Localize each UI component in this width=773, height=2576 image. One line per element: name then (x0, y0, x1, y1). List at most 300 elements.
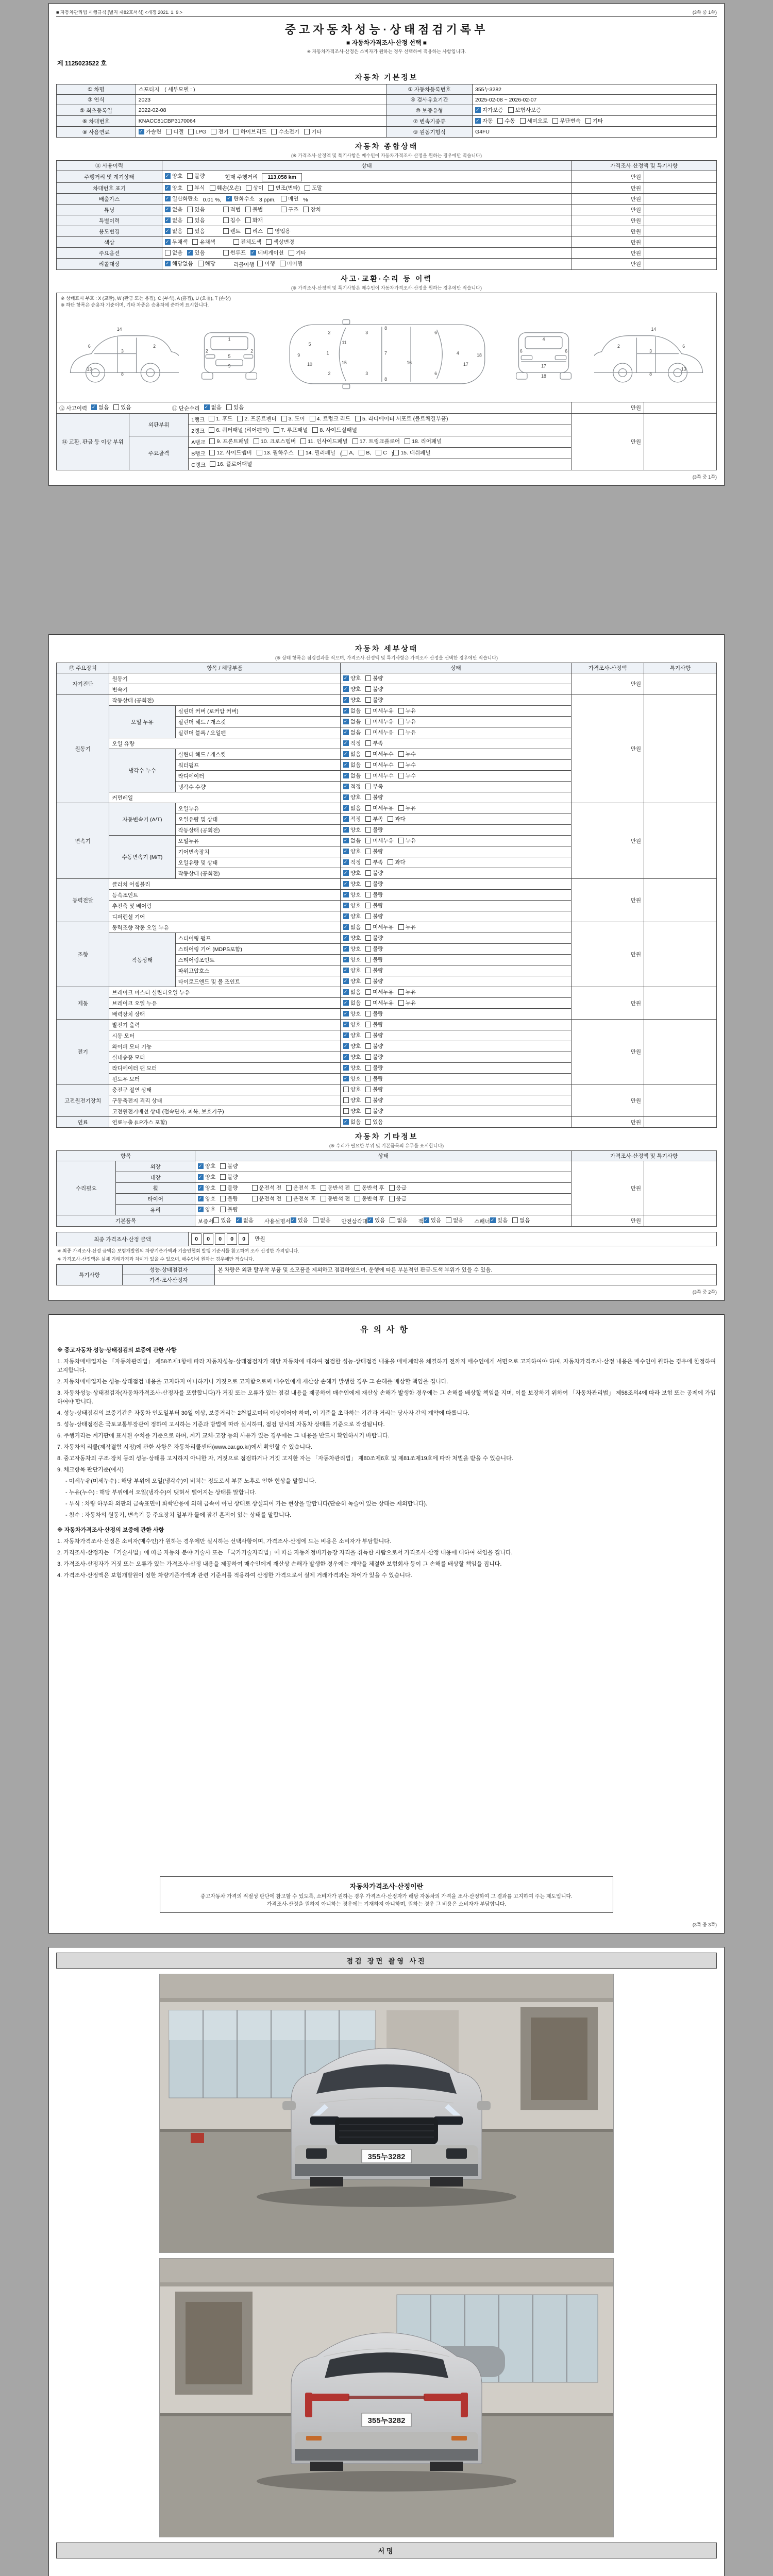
checkbox-box[interactable] (220, 1196, 226, 1201)
checkbox-불량[interactable]: 불량 (365, 880, 383, 888)
checkbox-응급[interactable]: 응급 (389, 1195, 407, 1202)
checkbox-box[interactable] (343, 1022, 349, 1027)
checkbox-부족[interactable]: 부족 (365, 783, 383, 790)
checkbox-box[interactable] (398, 762, 404, 768)
checkbox-box[interactable] (188, 129, 194, 134)
checkbox-양호[interactable]: ✓ 양호 (343, 793, 361, 801)
checkbox-양호[interactable]: ✓ 양호 (343, 1021, 361, 1028)
checkbox-box[interactable] (343, 1011, 349, 1016)
checkbox-누유[interactable]: 누유 (398, 988, 416, 996)
checkbox-box[interactable] (236, 1217, 242, 1223)
checkbox-누유[interactable]: 누유 (398, 728, 416, 736)
checkbox-무단변속[interactable]: 무단변속 (552, 117, 581, 125)
checkbox-box[interactable] (343, 686, 349, 692)
checkbox-box[interactable] (187, 207, 193, 212)
checkbox-불량[interactable]: 불량 (220, 1195, 238, 1202)
checkbox-있음[interactable]: ✓ 있음 (424, 1216, 441, 1224)
checkbox-box[interactable] (139, 129, 144, 134)
checkbox-리스[interactable]: 리스 (245, 227, 263, 235)
checkbox-동반석 후[interactable]: 동반석 후 (355, 1184, 384, 1192)
checkbox-미세누유[interactable]: 미세누유 (365, 728, 394, 736)
checkbox-box[interactable] (281, 207, 287, 212)
checkbox-12. 사이드멤버[interactable]: 12. 사이드멤버 (209, 449, 251, 456)
checkbox-box[interactable] (365, 773, 371, 778)
checkbox-box[interactable] (390, 1217, 395, 1223)
checkbox-box[interactable] (343, 719, 349, 724)
checkbox-box[interactable] (223, 228, 229, 234)
checkbox-구조[interactable]: 구조 (281, 206, 298, 213)
checkbox-응급[interactable]: 응급 (389, 1184, 407, 1192)
checkbox-box[interactable] (165, 228, 171, 234)
checkbox-불량[interactable]: 불량 (365, 685, 383, 693)
checkbox-box[interactable] (291, 1217, 296, 1223)
checkbox-box[interactable] (343, 708, 349, 714)
checkbox-box[interactable] (355, 416, 361, 421)
checkbox-box[interactable] (343, 924, 349, 930)
checkbox-box[interactable] (376, 450, 381, 455)
checkbox-양호[interactable]: ✓ 양호 (198, 1195, 215, 1202)
checkbox-box[interactable] (365, 816, 371, 822)
checkbox-누유[interactable]: 누유 (398, 923, 416, 931)
checkbox-13. 휠하우스[interactable]: 13. 휠하우스 (257, 449, 294, 456)
checkbox-양호[interactable]: ✓ 양호 (165, 172, 182, 180)
checkbox-box[interactable] (343, 881, 349, 887)
checkbox-box[interactable] (198, 1163, 204, 1169)
checkbox-box[interactable] (365, 762, 371, 768)
checkbox-15. 대쉬패널[interactable]: 15. 대쉬패널 (393, 449, 430, 456)
checkbox-없음[interactable]: ✓ 없음 (343, 750, 361, 758)
checkbox-양호[interactable]: ✓ 양호 (343, 1075, 361, 1082)
checkbox-4. 트렁크 리드[interactable]: 4. 트렁크 리드 (310, 415, 350, 422)
checkbox-box[interactable] (359, 450, 364, 455)
checkbox-매연[interactable]: 매연 (281, 195, 298, 202)
checkbox-운전석 후[interactable]: 운전석 후 (286, 1195, 316, 1202)
checkbox-미세누수[interactable]: 미세누수 (365, 750, 394, 758)
checkbox-있음[interactable]: 있음 (187, 216, 205, 224)
checkbox-9. 프론트패널[interactable]: 9. 프론트패널 (209, 437, 248, 445)
checkbox-불량[interactable]: 불량 (365, 1086, 383, 1093)
checkbox-불량[interactable]: 불량 (365, 977, 383, 985)
checkbox-box[interactable] (343, 751, 349, 757)
checkbox-양호[interactable]: ✓ 양호 (343, 1053, 361, 1061)
checkbox-LPG[interactable]: LPG (188, 129, 206, 135)
checkbox-없음[interactable]: ✓ 없음 (165, 227, 182, 235)
checkbox-기타[interactable]: 기타 (304, 128, 322, 135)
checkbox-box[interactable] (198, 1174, 204, 1180)
checkbox-가솔린[interactable]: ✓ 가솔린 (139, 128, 161, 135)
checkbox-없음[interactable]: ✓ 없음 (343, 772, 361, 779)
checkbox-7. 루프패널[interactable]: 7. 루프패널 (274, 426, 308, 434)
checkbox-box[interactable] (250, 250, 256, 256)
checkbox-box[interactable] (233, 129, 239, 134)
checkbox-box[interactable] (245, 228, 251, 234)
checkbox-box[interactable] (166, 129, 172, 134)
checkbox-5. 라디에이터 서포트 (볼트체결부품)[interactable]: 5. 라디에이터 서포트 (볼트체결부품) (355, 415, 448, 422)
checkbox-box[interactable] (252, 1196, 258, 1201)
checkbox-훼손(오손)[interactable]: 훼손(오손) (210, 184, 242, 192)
checkbox-box[interactable] (365, 957, 371, 962)
checkbox-양호[interactable]: ✓ 양호 (343, 880, 361, 888)
checkbox-전체도색[interactable]: 전체도색 (233, 238, 262, 246)
checkbox-없음[interactable]: 없음 (512, 1216, 530, 1224)
checkbox-box[interactable] (497, 118, 503, 124)
checkbox-box[interactable] (209, 416, 214, 421)
checkbox-box[interactable] (198, 261, 204, 266)
checkbox-box[interactable] (233, 239, 239, 245)
checkbox-box[interactable] (365, 1097, 371, 1103)
checkbox-양호[interactable]: ✓ 양호 (198, 1206, 215, 1213)
checkbox-있음[interactable]: 있음 (365, 1118, 383, 1126)
checkbox-C[interactable]: C (376, 450, 387, 456)
checkbox-없음[interactable]: ✓ 없음 (204, 403, 222, 411)
checkbox-불량[interactable]: 불량 (365, 848, 383, 855)
checkbox-있음[interactable]: 있음 (213, 1216, 231, 1224)
checkbox-있음[interactable]: 있음 (226, 403, 244, 411)
checkbox-box[interactable] (365, 989, 371, 995)
checkbox-box[interactable] (343, 805, 349, 811)
checkbox-box[interactable] (343, 957, 349, 962)
checkbox-운전석 전[interactable]: 운전석 전 (252, 1184, 282, 1192)
checkbox-box[interactable] (213, 1217, 219, 1223)
checkbox-box[interactable] (343, 903, 349, 908)
checkbox-미세누유[interactable]: 미세누유 (365, 837, 394, 844)
checkbox-불량[interactable]: 불량 (365, 793, 383, 801)
checkbox-16. 플로어패널[interactable]: 16. 플로어패널 (210, 460, 252, 468)
checkbox-box[interactable] (268, 185, 274, 191)
checkbox-기타[interactable]: 기타 (289, 249, 306, 257)
checkbox-box[interactable] (343, 1054, 349, 1060)
checkbox-box[interactable] (289, 250, 294, 256)
checkbox-양호[interactable]: ✓ 양호 (343, 674, 361, 682)
checkbox-불량[interactable]: 불량 (365, 945, 383, 953)
checkbox-누수[interactable]: 누수 (398, 761, 416, 769)
checkbox-box[interactable] (165, 239, 171, 245)
checkbox-미세누유[interactable]: 미세누유 (365, 988, 394, 996)
checkbox-box[interactable] (490, 1217, 496, 1223)
checkbox-양호[interactable]: ✓ 양호 (198, 1184, 215, 1192)
checkbox-box[interactable] (398, 751, 404, 757)
checkbox-box[interactable] (508, 107, 514, 113)
checkbox-box[interactable] (223, 217, 229, 223)
checkbox-box[interactable] (424, 1217, 429, 1223)
checkbox-없음[interactable]: ✓ 없음 (343, 923, 361, 931)
checkbox-box[interactable] (398, 989, 404, 995)
checkbox-box[interactable] (365, 1054, 371, 1060)
checkbox-미세누유[interactable]: 미세누유 (365, 923, 394, 931)
checkbox-누유[interactable]: 누유 (398, 707, 416, 715)
checkbox-미세누유[interactable]: 미세누유 (365, 707, 394, 715)
checkbox-box[interactable] (398, 924, 404, 930)
checkbox-없음[interactable]: ✓ 없음 (343, 707, 361, 715)
checkbox-box[interactable] (365, 1076, 371, 1081)
checkbox-불량[interactable]: 불량 (365, 1021, 383, 1028)
checkbox-box[interactable] (398, 805, 404, 811)
checkbox-box[interactable] (475, 118, 481, 124)
checkbox-box[interactable] (365, 881, 371, 887)
checkbox-box[interactable] (298, 450, 304, 455)
checkbox-불량[interactable]: 불량 (365, 891, 383, 899)
checkbox-일산화탄소[interactable]: ✓ 일산화탄소 (165, 195, 198, 202)
checkbox-box[interactable] (343, 978, 349, 984)
checkbox-box[interactable] (187, 250, 193, 256)
checkbox-없음[interactable]: ✓ 없음 (236, 1216, 254, 1224)
checkbox-box[interactable] (343, 892, 349, 897)
checkbox-양호[interactable]: 양호 (343, 1107, 361, 1115)
checkbox-box[interactable] (388, 859, 393, 865)
checkbox-box[interactable] (209, 450, 215, 455)
checkbox-box[interactable] (398, 838, 404, 843)
checkbox-box[interactable] (343, 1108, 349, 1114)
checkbox-box[interactable] (266, 239, 272, 245)
checkbox-영업용[interactable]: 영업용 (267, 227, 290, 235)
checkbox-양호[interactable]: ✓ 양호 (343, 945, 361, 953)
checkbox-box[interactable] (343, 784, 349, 789)
checkbox-탄화수소[interactable]: ✓ 탄화수소 (226, 195, 255, 202)
checkbox-양호[interactable]: ✓ 양호 (343, 902, 361, 909)
checkbox-없음[interactable]: 없음 (165, 249, 182, 257)
checkbox-box[interactable] (165, 207, 171, 212)
checkbox-box[interactable] (355, 1185, 360, 1191)
checkbox-과다[interactable]: 과다 (388, 858, 405, 866)
checkbox-자가보증[interactable]: ✓ 자가보증 (475, 106, 503, 114)
checkbox-box[interactable] (398, 1000, 404, 1006)
checkbox-침수[interactable]: 침수 (223, 216, 241, 224)
checkbox-box[interactable] (343, 697, 349, 703)
checkbox-없음[interactable]: ✓ 없음 (343, 988, 361, 996)
checkbox-없음[interactable]: ✓ 없음 (343, 804, 361, 812)
checkbox-box[interactable] (475, 107, 481, 113)
checkbox-box[interactable] (365, 870, 371, 876)
checkbox-불량[interactable]: 불량 (365, 1042, 383, 1050)
checkbox-box[interactable] (365, 849, 371, 854)
checkbox-box[interactable] (342, 450, 347, 455)
checkbox-box[interactable] (365, 1000, 371, 1006)
checkbox-양호[interactable]: ✓ 양호 (343, 1042, 361, 1050)
checkbox-box[interactable] (343, 989, 349, 995)
checkbox-box[interactable] (398, 708, 404, 714)
checkbox-양호[interactable]: ✓ 양호 (198, 1162, 215, 1170)
checkbox-수동[interactable]: 수동 (497, 117, 515, 125)
checkbox-box[interactable] (398, 730, 404, 735)
checkbox-양호[interactable]: ✓ 양호 (343, 869, 361, 877)
checkbox-box[interactable] (365, 719, 371, 724)
checkbox-있음[interactable]: 있음 (113, 403, 131, 411)
checkbox-box[interactable] (365, 892, 371, 897)
checkbox-있음[interactable]: ✓ 있음 (187, 249, 205, 257)
checkbox-불량[interactable]: 불량 (365, 934, 383, 942)
checkbox-box[interactable] (365, 794, 371, 800)
checkbox-있음[interactable]: 있음 (187, 206, 205, 213)
checkbox-box[interactable] (365, 859, 371, 865)
checkbox-불량[interactable]: 불량 (365, 1107, 383, 1115)
checkbox-불량[interactable]: 불량 (365, 1053, 383, 1061)
checkbox-불량[interactable]: 불량 (365, 826, 383, 834)
checkbox-box[interactable] (352, 438, 358, 444)
checkbox-box[interactable] (220, 1207, 226, 1212)
checkbox-box[interactable] (343, 1097, 349, 1103)
checkbox-box[interactable] (226, 196, 232, 201)
checkbox-box[interactable] (343, 816, 349, 822)
checkbox-해당없음[interactable]: ✓ 해당없음 (165, 260, 193, 267)
checkbox-box[interactable] (365, 1108, 371, 1114)
checkbox-box[interactable] (245, 207, 251, 212)
checkbox-box[interactable] (209, 427, 214, 433)
checkbox-없음[interactable]: ✓ 없음 (165, 206, 182, 213)
checkbox-양호[interactable]: ✓ 양호 (165, 184, 182, 192)
checkbox-box[interactable] (280, 261, 285, 266)
checkbox-불량[interactable]: 불량 (220, 1184, 238, 1192)
checkbox-17. 트렁크플로어[interactable]: 17. 트렁크플로어 (352, 437, 400, 445)
checkbox-box[interactable] (398, 719, 404, 724)
checkbox-box[interactable] (343, 1087, 349, 1092)
checkbox-미세누수[interactable]: 미세누수 (365, 761, 394, 769)
checkbox-양호[interactable]: ✓ 양호 (343, 696, 361, 704)
checkbox-양호[interactable]: ✓ 양호 (343, 685, 361, 693)
checkbox-양호[interactable]: ✓ 양호 (343, 848, 361, 855)
checkbox-디젤[interactable]: 디젤 (166, 128, 183, 135)
checkbox-10. 크로스멤버[interactable]: 10. 크로스멤버 (254, 437, 296, 445)
checkbox-상이[interactable]: 상이 (246, 184, 263, 192)
checkbox-box[interactable] (520, 118, 526, 124)
checkbox-box[interactable] (210, 461, 215, 467)
checkbox-부식[interactable]: 부식 (187, 184, 205, 192)
checkbox-box[interactable] (388, 816, 393, 822)
checkbox-box[interactable] (365, 1119, 371, 1125)
checkbox-미세누수[interactable]: 미세누수 (365, 772, 394, 779)
checkbox-수소전기[interactable]: 수소전기 (271, 128, 299, 135)
checkbox-box[interactable] (365, 1043, 371, 1049)
checkbox-색상변경[interactable]: 색상변경 (266, 238, 294, 246)
checkbox-8. 사이드실패널[interactable]: 8. 사이드실패널 (312, 426, 357, 434)
checkbox-box[interactable] (321, 1185, 326, 1191)
checkbox-불량[interactable]: 불량 (220, 1162, 238, 1170)
checkbox-box[interactable] (343, 1119, 349, 1125)
checkbox-box[interactable] (365, 784, 371, 789)
checkbox-box[interactable] (281, 416, 287, 421)
checkbox-box[interactable] (389, 1196, 395, 1201)
checkbox-불량[interactable]: 불량 (187, 172, 205, 180)
checkbox-box[interactable] (343, 827, 349, 833)
checkbox-box[interactable] (300, 438, 306, 444)
checkbox-box[interactable] (365, 838, 371, 843)
checkbox-box[interactable] (365, 708, 371, 714)
checkbox-양호[interactable]: ✓ 양호 (343, 826, 361, 834)
checkbox-box[interactable] (343, 730, 349, 735)
checkbox-누유[interactable]: 누유 (398, 804, 416, 812)
checkbox-box[interactable] (343, 1032, 349, 1038)
checkbox-없음[interactable]: 없음 (446, 1216, 463, 1224)
checkbox-box[interactable] (343, 859, 349, 865)
checkbox-도말[interactable]: 도말 (305, 184, 322, 192)
checkbox-자동[interactable]: ✓ 자동 (475, 117, 493, 125)
checkbox-box[interactable] (367, 1217, 373, 1223)
checkbox-box[interactable] (365, 730, 371, 735)
checkbox-양호[interactable]: ✓ 양호 (343, 977, 361, 985)
checkbox-누유[interactable]: 누유 (398, 999, 416, 1007)
checkbox-box[interactable] (343, 675, 349, 681)
checkbox-box[interactable] (165, 196, 171, 201)
checkbox-box[interactable] (552, 118, 558, 124)
checkbox-불량[interactable]: 불량 (365, 1010, 383, 1018)
checkbox-유채색[interactable]: 유채색 (192, 238, 215, 246)
checkbox-해당[interactable]: 해당 (198, 260, 215, 267)
checkbox-부족[interactable]: 부족 (365, 858, 383, 866)
checkbox-box[interactable] (355, 1196, 360, 1201)
checkbox-box[interactable] (365, 946, 371, 952)
checkbox-box[interactable] (343, 1043, 349, 1049)
checkbox-box[interactable] (246, 185, 251, 191)
checkbox-box[interactable] (365, 675, 371, 681)
checkbox-불량[interactable]: 불량 (365, 1064, 383, 1072)
checkbox-box[interactable] (321, 1196, 326, 1201)
checkbox-양호[interactable]: ✓ 양호 (343, 1010, 361, 1018)
checkbox-네비게이션[interactable]: ✓ 네비게이션 (250, 249, 284, 257)
checkbox-양호[interactable]: ✓ 양호 (343, 1064, 361, 1072)
checkbox-없음[interactable]: 없음 (313, 1216, 330, 1224)
checkbox-box[interactable] (312, 427, 318, 433)
checkbox-미세누유[interactable]: 미세누유 (365, 804, 394, 812)
checkbox-box[interactable] (254, 438, 259, 444)
checkbox-box[interactable] (365, 697, 371, 703)
checkbox-box[interactable] (585, 118, 591, 124)
checkbox-box[interactable] (305, 185, 310, 191)
checkbox-불량[interactable]: 불량 (365, 674, 383, 682)
checkbox-운전석 후[interactable]: 운전석 후 (286, 1184, 316, 1192)
checkbox-적정[interactable]: ✓ 적정 (343, 783, 361, 790)
checkbox-box[interactable] (343, 1065, 349, 1071)
checkbox-box[interactable] (365, 913, 371, 919)
checkbox-box[interactable] (393, 450, 399, 455)
checkbox-A,[interactable]: A, (342, 450, 354, 456)
checkbox-미이행[interactable]: 미이행 (280, 260, 303, 267)
checkbox-box[interactable] (365, 740, 371, 746)
checkbox-누수[interactable]: 누수 (398, 772, 416, 779)
checkbox-동반석 전[interactable]: 동반석 전 (321, 1184, 350, 1192)
checkbox-미세누유[interactable]: 미세누유 (365, 718, 394, 725)
checkbox-box[interactable] (198, 1207, 204, 1212)
checkbox-변조(변타)[interactable]: 변조(변타) (268, 184, 300, 192)
checkbox-box[interactable] (303, 207, 309, 212)
checkbox-양호[interactable]: 양호 (343, 1086, 361, 1093)
checkbox-box[interactable] (165, 173, 171, 179)
checkbox-양호[interactable]: ✓ 양호 (343, 956, 361, 963)
checkbox-14. 필러패널[interactable]: 14. 필러패널 (298, 449, 335, 456)
checkbox-box[interactable] (204, 404, 210, 410)
checkbox-box[interactable] (343, 740, 349, 746)
checkbox-있음[interactable]: 있음 (187, 227, 205, 235)
checkbox-없음[interactable]: ✓ 없음 (343, 837, 361, 844)
checkbox-box[interactable] (237, 416, 243, 421)
checkbox-box[interactable] (365, 686, 371, 692)
checkbox-누유[interactable]: 누유 (398, 837, 416, 844)
checkbox-적정[interactable]: ✓ 적정 (343, 858, 361, 866)
checkbox-미세누유[interactable]: 미세누유 (365, 999, 394, 1007)
checkbox-불량[interactable]: 불량 (220, 1173, 238, 1181)
checkbox-불량[interactable]: 불량 (365, 1096, 383, 1104)
checkbox-box[interactable] (343, 849, 349, 854)
checkbox-불량[interactable]: 불량 (365, 1075, 383, 1082)
checkbox-box[interactable] (210, 185, 215, 191)
checkbox-box[interactable] (343, 762, 349, 768)
checkbox-장치[interactable]: 장치 (303, 206, 321, 213)
checkbox-box[interactable] (343, 794, 349, 800)
checkbox-썬루프[interactable]: 썬루프 (223, 249, 246, 257)
checkbox-적정[interactable]: ✓ 적정 (343, 739, 361, 747)
checkbox-box[interactable] (365, 903, 371, 908)
checkbox-box[interactable] (446, 1217, 451, 1223)
checkbox-box[interactable] (198, 1185, 204, 1191)
checkbox-누유[interactable]: 누유 (398, 718, 416, 725)
